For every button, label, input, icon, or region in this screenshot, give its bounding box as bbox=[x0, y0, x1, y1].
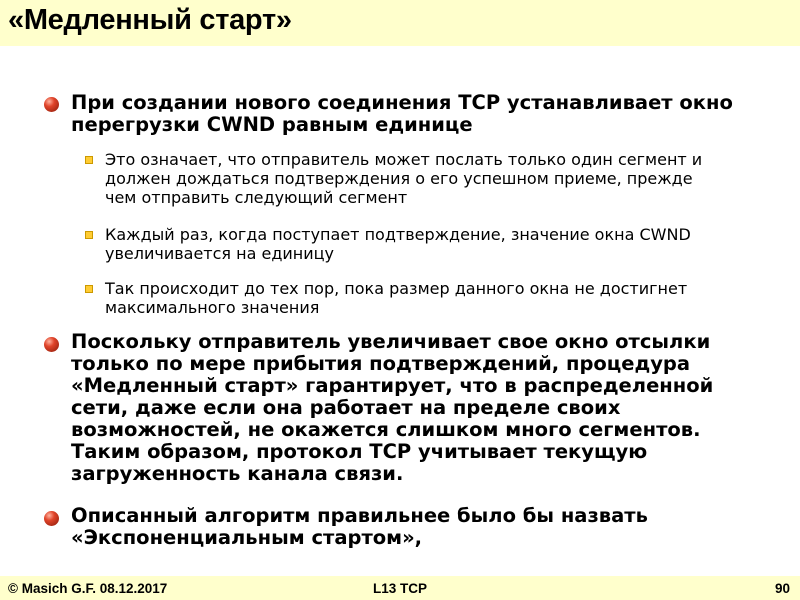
text-line: должен дождаться подтверждения о его успешном приеме, прежде bbox=[105, 169, 693, 188]
text-line: увеличивается на единицу bbox=[105, 244, 334, 263]
text-line: возможностей, не окажется слишком много сегментов. bbox=[71, 418, 701, 441]
bullet-text-1 bbox=[71, 92, 733, 136]
footer-bar bbox=[0, 576, 800, 600]
sub-bullet-marker-icon bbox=[85, 156, 93, 164]
sub-bullet-text-1 bbox=[105, 150, 702, 207]
sub-bullet-marker-icon bbox=[85, 231, 93, 239]
text-line: сети, даже если она работает на пределе своих bbox=[71, 396, 621, 419]
text-line: Таким образом, протокол TCP учитывает текущую bbox=[71, 440, 648, 463]
bullet-marker-icon bbox=[44, 511, 59, 526]
text-line: При создании нового соединения TCP устанавливает окно bbox=[71, 91, 733, 114]
text-line: перегрузки CWND равным единице bbox=[71, 113, 473, 136]
text-line: чем отправить следующий сегмент bbox=[105, 188, 408, 207]
slide-title: «Медленный старт» bbox=[8, 4, 292, 36]
text-line: только по мере прибытия подтверждений, процедура bbox=[71, 352, 691, 375]
sub-bullet-text-2 bbox=[105, 225, 691, 263]
text-line: загруженность канала связи. bbox=[71, 462, 404, 485]
bullet-text-2 bbox=[71, 331, 713, 485]
footer-copyright: © Masich G.F. 08.12.2017 bbox=[8, 581, 168, 596]
bullet-marker-icon bbox=[44, 337, 59, 352]
text-line: Поскольку отправитель увеличивает свое окно отсылки bbox=[71, 330, 711, 353]
text-line: Описанный алгоритм правильнее было бы назвать bbox=[71, 504, 648, 527]
text-line: Каждый раз, когда поступает подтверждение, значение окна CWND bbox=[105, 225, 691, 244]
sub-bullet-marker-icon bbox=[85, 285, 93, 293]
bullet-marker-icon bbox=[44, 97, 59, 112]
footer-page-number: 90 bbox=[774, 581, 790, 596]
text-line: «Экспоненциальным стартом», bbox=[71, 526, 423, 549]
text-line: «Медленный старт» гарантирует, что в распределенной bbox=[71, 374, 714, 397]
text-line: Это означает, что отправитель может послать только один сегмент и bbox=[105, 150, 703, 169]
text-line: максимального значения bbox=[105, 298, 320, 317]
bullet-text-3 bbox=[71, 505, 648, 549]
footer-lecture-label: L13 TCP bbox=[372, 581, 427, 596]
text-line: Так происходит до тех пор, пока размер данного окна не достигнет bbox=[105, 279, 688, 298]
sub-bullet-text-3 bbox=[105, 279, 687, 317]
